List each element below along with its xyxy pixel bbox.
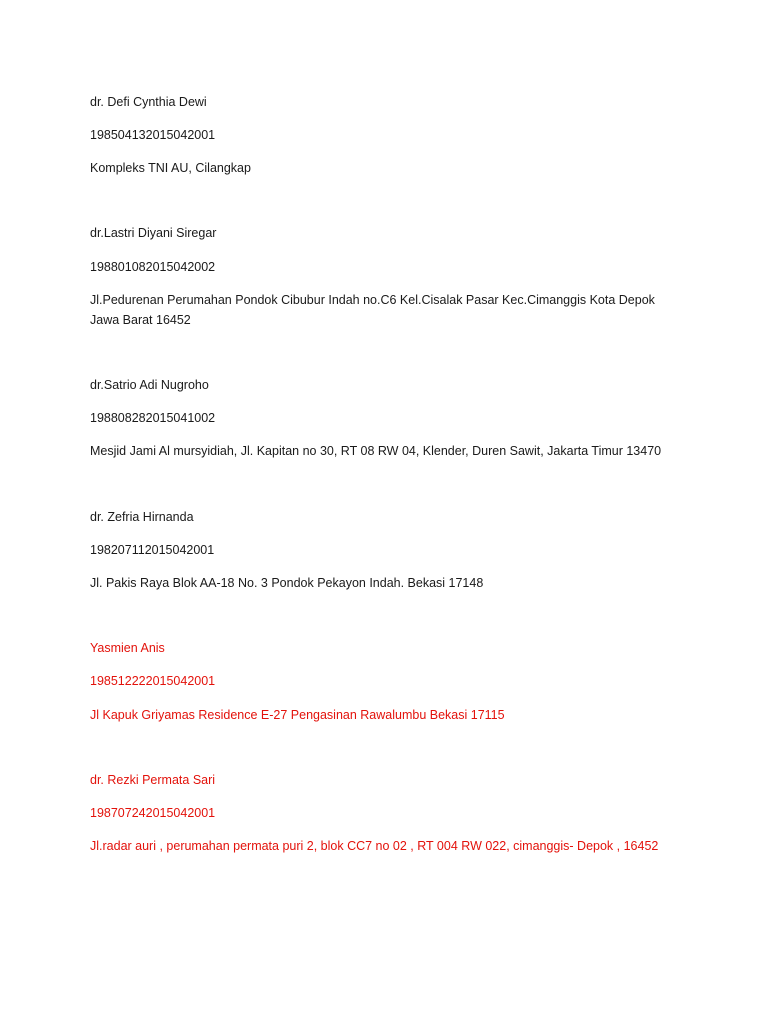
- entry-name: dr.Satrio Adi Nugroho: [90, 378, 209, 392]
- entry-address: Jl.radar auri , perumahan permata puri 2, blok CC7 no 02 , RT 004 RW 022, cimanggis- Depok , 16452: [90, 839, 659, 853]
- entry-nip: 198808282015041002: [90, 411, 216, 425]
- entry-nip: 198504132015042001: [90, 128, 216, 142]
- entry-address: Kompleks TNI AU, Cilangkap: [90, 161, 251, 175]
- entry-name: dr. Zefria Hirnanda: [90, 510, 194, 524]
- entry-name: dr. Defi Cynthia Dewi: [90, 95, 207, 109]
- entry-address: Jl Kapuk Griyamas Residence E-27 Pengasinan Rawalumbu Bekasi 17115: [90, 708, 505, 722]
- entry-address: Jl.Pedurenan Perumahan Pondok Cibubur Indah no.C6 Kel.Cisalak Pasar Kec.Cimanggis Kota Depok Jawa Barat 16452: [90, 293, 655, 327]
- entry-name: dr.Lastri Diyani Siregar: [90, 226, 217, 240]
- entry-nip: 198207112015042001: [90, 543, 215, 557]
- entry-name: dr. Rezki Permata Sari: [90, 773, 216, 787]
- entry-address: Mesjid Jami Al mursyidiah, Jl. Kapitan no 30, RT 08 RW 04, Klender, Duren Sawit, Jakarta Timur 13470: [90, 444, 662, 458]
- entry-nip: 198512222015042001: [90, 674, 216, 688]
- entry-address: Jl. Pakis Raya Blok AA-18 No. 3 Pondok Pekayon Indah. Bekasi 17148: [90, 576, 484, 590]
- entry-nip: 198707242015042001: [90, 806, 216, 820]
- entry-name: Yasmien Anis: [90, 641, 165, 655]
- entry-nip: 198801082015042002: [90, 260, 216, 274]
